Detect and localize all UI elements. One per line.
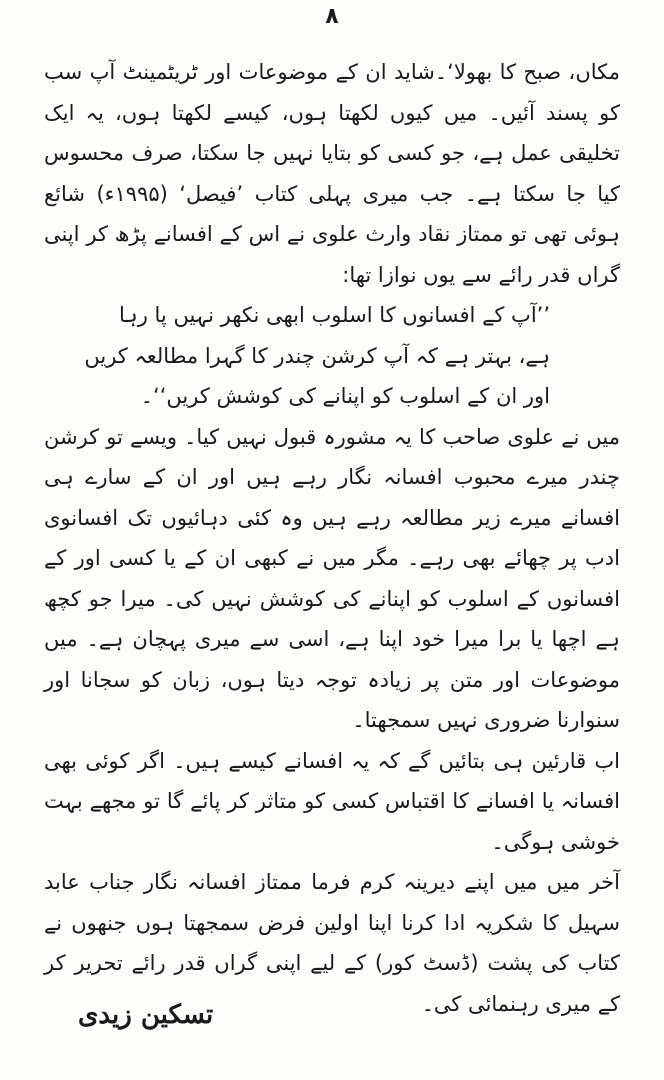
paragraph-1: مکاں، صبح کا بھولا‘۔شاید ان کے موضوعات اور ٹریٹمینٹ آپ سب کو پسند آئیں۔ میں کیوں لکھتا ہوں، کیسے لکھتا ہوں، یہ ایک تخلیقی عمل ہے، جو کسی کو بتایا نہیں جا سکتا، صرف محسوس کیا جا سکتا ہے۔ جب میری پہلی کتاب ’فیصل‘ (۱۹۹۵ء) شائع ہوئی تھی تو ممتاز نقاد وارث علوی نے اس کے افسانے پڑھ کر اپنی گراں قدر رائے سے یوں نوازا تھا:	[44, 60, 620, 287]
page-number: ۸	[325, 4, 339, 29]
author-signature: تسکین زیدی	[78, 1000, 214, 1030]
paragraph-4: آخر میں میں اپنے دیرینہ کرم فرما ممتاز افسانہ نگار جناب عابد سہیل کا شکریہ ادا کرنا اپنا اولین فرض سمجھتا ہوں جنھوں نے کتاب کی پشت (ڈسٹ کور) کے لیے اپنی گراں قدر رائے تحریر کر کے میری رہنمائی کی۔	[44, 870, 620, 1016]
block-quote: ’’آپ کے افسانوں کا اسلوب ابھی نکھر نہیں پا رہا ہے، بہتر ہے کہ آپ کرشن چندر کا گہرا مطالعہ کریں اور ان کے اسلوب کو اپنانے کی کوشش کریں‘‘۔	[84, 303, 550, 408]
paragraph-2: میں نے علوی صاحب کا یہ مشورہ قبول نہیں کیا۔ ویسے تو کرشن چندر میرے محبوب افسانہ نگار رہے ہیں اور ان کے سارے ہی افسانے میرے زیر مطالعہ رہے ہیں وہ کئی دہائیوں تک افسانوی ادب پر چھائے بھی رہے۔ مگر میں نے کبھی ان کے یا کسی اور کے افسانوں کے اسلوب کو اپنانے کی کوشش نہیں کی۔ میرا جو کچھ ہے اچھا یا برا میرا خود اپنا ہے، اسی سے میری پہچان ہے۔ میں موضوعات اور متن پر زیادہ توجہ دیتا ہوں، زبان کو سجانا اور سنوارنا ضروری نہیں سمجھتا۔	[44, 424, 620, 732]
paragraph-3: اب قارئین ہی بتائیں گے کہ یہ افسانے کیسے ہیں۔ اگر کوئی بھی افسانہ یا افسانے کا اقتباس کسی کو متاثر کر پائے گا تو مجھے بہت خوشی ہوگی۔	[44, 748, 620, 854]
body-text	[44, 52, 620, 1024]
